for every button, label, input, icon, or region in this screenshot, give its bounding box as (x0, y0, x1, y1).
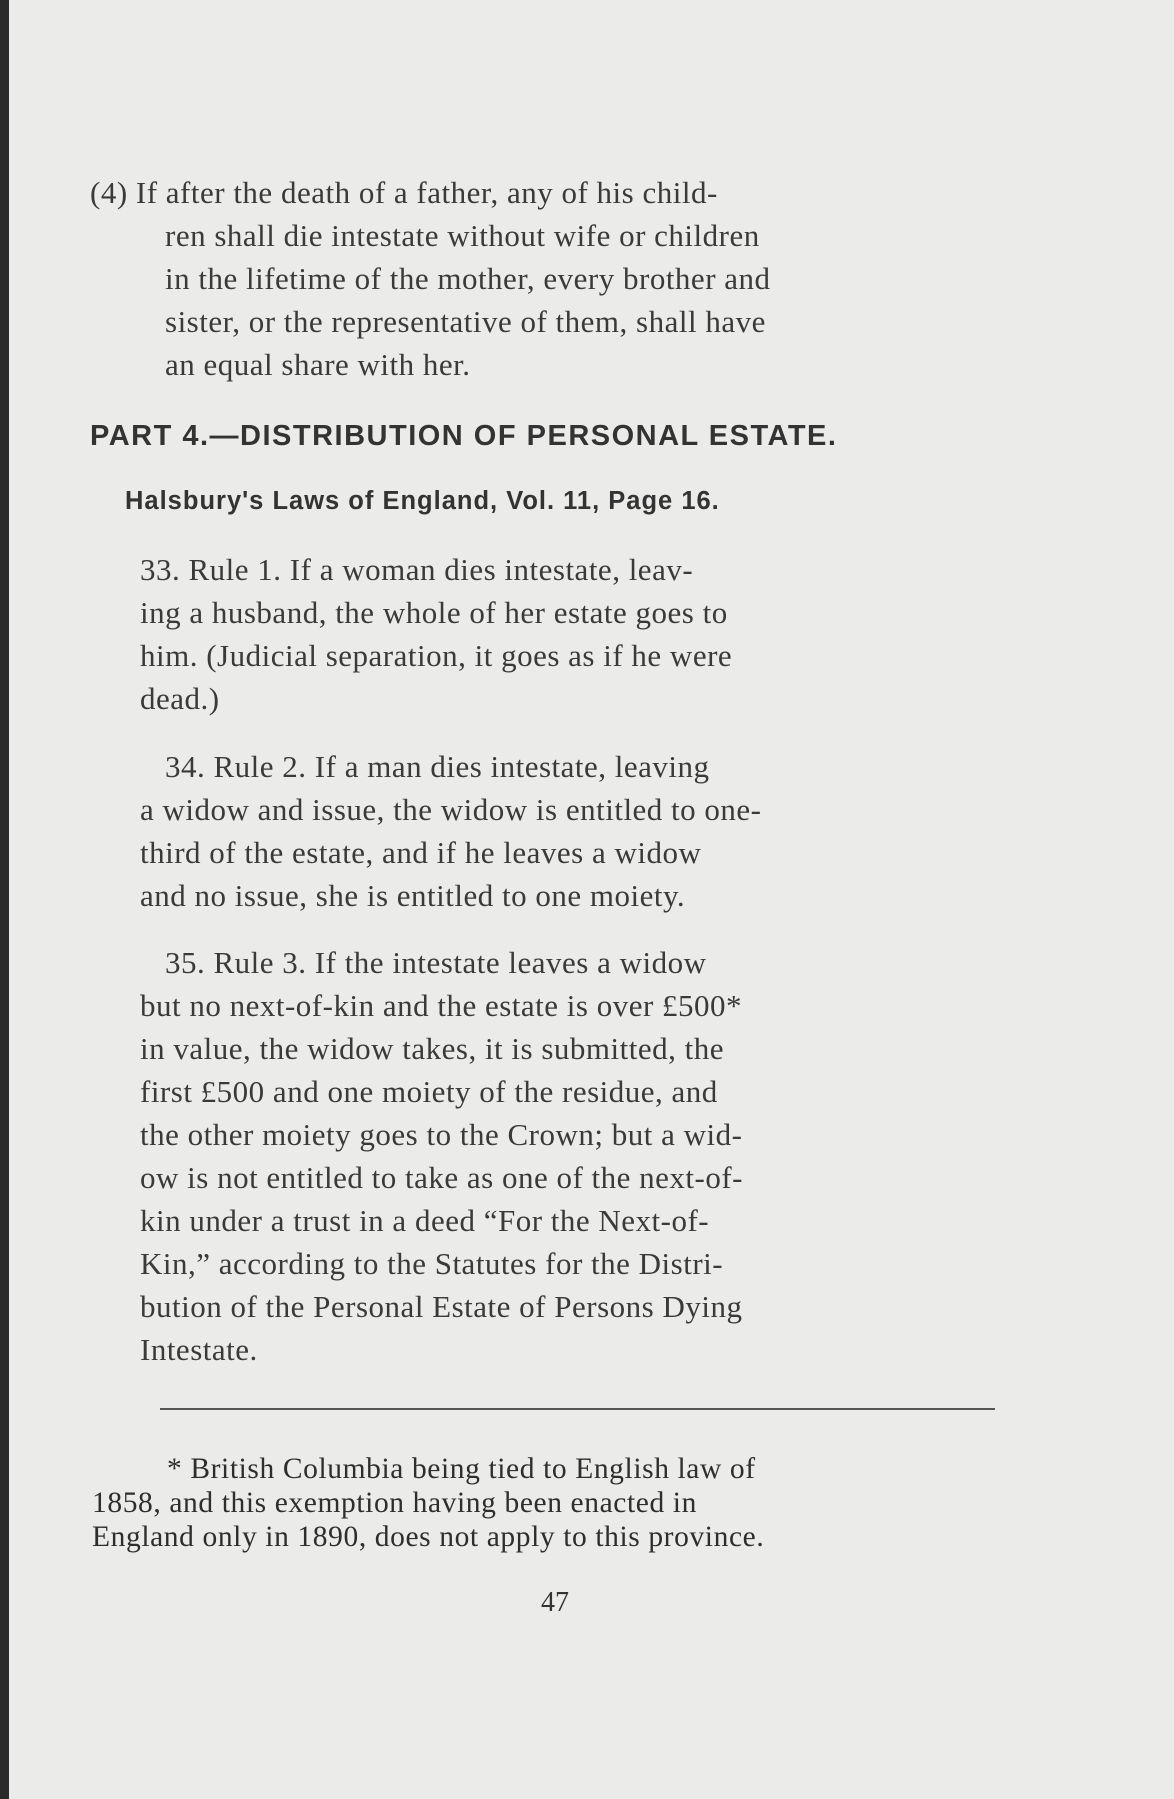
paragraph-line: ow is not entitled to take as one of the next-of- (140, 1160, 744, 1195)
footnote (92, 1452, 997, 1554)
paragraph-line: a widow and issue, the widow is entitled to one- (140, 792, 762, 827)
paragraph-line: bution of the Personal Estate of Persons Dying (140, 1289, 743, 1324)
paragraph-line: ing a husband, the whole of her estate goes to (140, 595, 728, 630)
paragraph-line: an equal share with her. (165, 347, 471, 382)
footnote-line: * British Columbia being tied to English law of (167, 1453, 756, 1485)
paragraph-line: 33. Rule 1. If a woman dies intestate, leav- (140, 552, 694, 587)
paragraph-line: Intestate. (140, 1332, 258, 1367)
page-number-text: 47 (541, 1587, 569, 1618)
paragraph-line: and no issue, she is entitled to one moiety. (140, 878, 686, 913)
paragraph-line: third of the estate, and if he leaves a widow (140, 835, 702, 870)
paragraph-line: ren shall die intestate without wife or children (165, 218, 760, 253)
paragraph-line: dead.) (140, 681, 220, 716)
paragraph-4 (90, 171, 990, 386)
footnote-line: 1858, and this exemption having been enacted in (92, 1487, 697, 1519)
reference-heading: Halsbury's Laws of England, Vol. 11, Page 16. (125, 487, 720, 515)
paragraph-line: first £500 and one moiety of the residue, and (140, 1074, 718, 1109)
rule-33-paragraph (140, 548, 995, 720)
rule-35-paragraph (140, 941, 995, 1371)
paragraph-line: the other moiety goes to the Crown; but a wid- (140, 1117, 743, 1152)
paragraph-line: 35. Rule 3. If the intestate leaves a widow (165, 945, 707, 980)
paragraph-line: in value, the widow takes, it is submitted, the (140, 1031, 724, 1066)
footnote-line: England only in 1890, does not apply to this province. (92, 1521, 765, 1553)
paragraph-line: sister, or the representative of them, shall have (165, 304, 766, 339)
part-heading: PART 4.—DISTRIBUTION OF PERSONAL ESTATE. (90, 420, 838, 452)
rule-34-paragraph (140, 745, 995, 917)
paragraph-line: in the lifetime of the mother, every brother and (165, 261, 771, 296)
page-number (0, 1587, 1174, 1619)
footnote-divider (160, 1408, 995, 1410)
page-edge-shadow (0, 0, 9, 1799)
paragraph-line: Kin,” according to the Statutes for the Distri- (140, 1246, 724, 1281)
paragraph-line: but no next-of-kin and the estate is over £500* (140, 988, 743, 1023)
paragraph-line: him. (Judicial separation, it goes as if he were (140, 638, 733, 673)
paragraph-line: kin under a trust in a deed “For the Next-of- (140, 1203, 710, 1238)
paragraph-line: (4) If after the death of a father, any of his child- (90, 175, 718, 210)
paragraph-line: 34. Rule 2. If a man dies intestate, leaving (165, 749, 710, 784)
